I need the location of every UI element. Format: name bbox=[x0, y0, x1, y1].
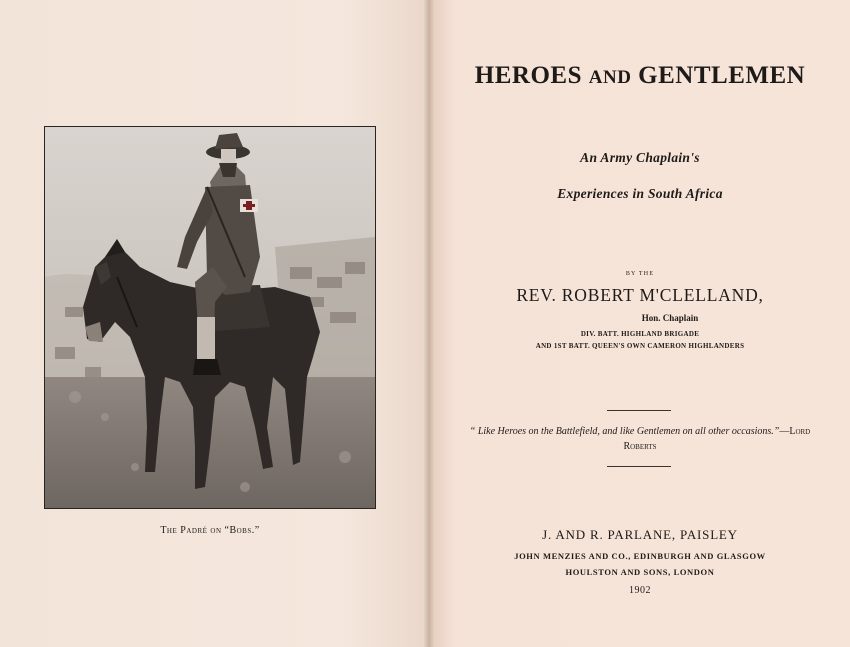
epigraph-quote bbox=[430, 424, 850, 454]
photo-caption bbox=[44, 525, 376, 536]
publisher-secondary: JOHN MENZIES AND CO., EDINBURGH AND GLASGOW bbox=[514, 551, 766, 561]
subtitle-line-2: Experiences in South Africa bbox=[557, 186, 723, 201]
title-word-and: AND bbox=[588, 67, 632, 88]
book-title bbox=[430, 62, 850, 90]
frontispiece-photo bbox=[44, 126, 376, 509]
right-page bbox=[430, 0, 850, 647]
author-name: REV. ROBERT M'CLELLAND, bbox=[516, 285, 764, 305]
author-role: Hon. Chaplain bbox=[641, 313, 699, 323]
affiliation-1: DIV. BATT. HIGHLAND BRIGADE bbox=[580, 330, 700, 338]
book-gutter bbox=[424, 0, 434, 647]
publisher-primary: J. AND R. PARLANE, PAISLEY bbox=[542, 527, 738, 542]
caption-name: “Bobs.” bbox=[224, 525, 260, 536]
publication-year: 1902 bbox=[629, 585, 651, 596]
quote-rule-top bbox=[607, 410, 671, 411]
caption-lead: The Padré on bbox=[160, 525, 222, 536]
subtitle-line-1: An Army Chaplain's bbox=[580, 150, 700, 165]
quote-text: “ Like Heroes on the Battlefield, and like Gentlemen on all other occasions.” bbox=[469, 426, 780, 437]
quote-attribution: —Lord Roberts bbox=[623, 426, 811, 452]
publisher-tertiary: HOULSTON AND SONS, LONDON bbox=[565, 567, 715, 577]
by-line: BY THE bbox=[625, 271, 655, 277]
title-word-heroes: HEROES bbox=[474, 62, 582, 89]
affiliation-2: AND 1ST BATT. QUEEN'S OWN CAMERON HIGHLANDERS bbox=[535, 342, 745, 350]
title-word-gentlemen: GENTLEMEN bbox=[638, 62, 806, 89]
quote-rule-bottom bbox=[607, 466, 671, 467]
chaplain-on-horse-image bbox=[45, 127, 375, 508]
